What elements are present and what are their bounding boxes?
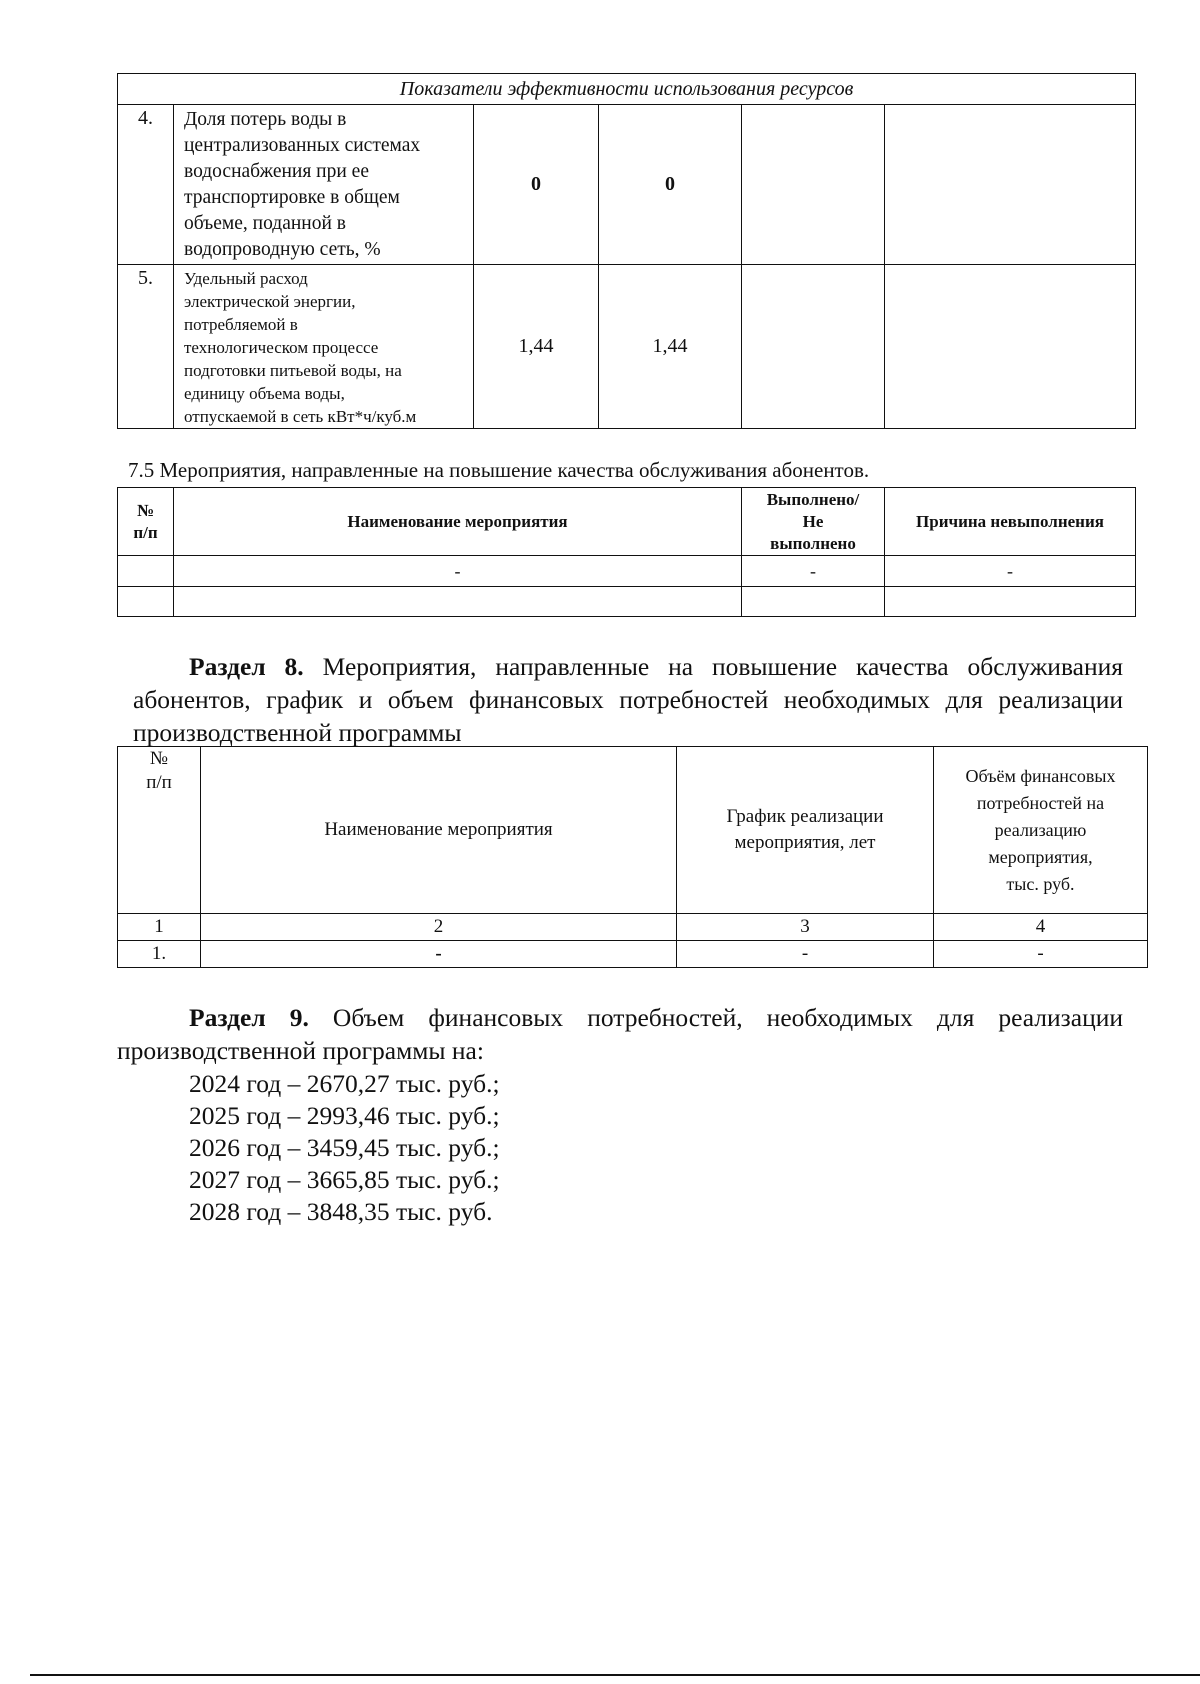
measure-schedule: - <box>677 941 934 968</box>
value-plan: 0 <box>474 105 599 265</box>
table-row <box>118 556 1136 587</box>
column-index: 4 <box>934 914 1148 941</box>
column-header-finance: Объём финансовых потребностей на реализацию мероприятия, тыс. руб. <box>934 747 1148 914</box>
list-item: 2025 год – 2993,46 тыс. руб.; <box>189 1101 500 1130</box>
measure-name: - <box>174 556 742 587</box>
table-row <box>118 914 1148 941</box>
empty-cell <box>742 587 885 617</box>
column-index: 3 <box>677 914 934 941</box>
section-8-label: Раздел 8. <box>189 652 304 681</box>
section-9-label: Раздел 9. <box>189 1003 309 1032</box>
section-7-5-heading: 7.5 Мероприятия, направленные на повышение качества обслуживания абонентов. <box>128 458 870 482</box>
empty-cell <box>174 587 742 617</box>
column-header-number: № п/п <box>118 747 201 914</box>
indicator-name: Доля потерь воды в централизованных системах водоснабжения при ее транспортировке в общем объеме, поданной в водопроводную сеть, % <box>174 105 474 265</box>
row-number: 5. <box>118 265 174 429</box>
column-index: 1 <box>118 914 201 941</box>
row-number: 1. <box>118 941 201 968</box>
column-header-status: Выполнено/ Не выполнено <box>742 488 885 556</box>
list-item: 2028 год – 3848,35 тыс. руб. <box>189 1197 493 1226</box>
list-item: 2024 год – 2670,27 тыс. руб.; <box>189 1069 500 1098</box>
measure-status: - <box>742 556 885 587</box>
table-row <box>118 105 1136 265</box>
financial-needs-table <box>117 746 1148 968</box>
value-plan: 1,44 <box>474 265 599 429</box>
column-header-reason: Причина невыполнения <box>885 488 1136 556</box>
column-index: 2 <box>201 914 677 941</box>
list-item: 2027 год – 3665,85 тыс. руб.; <box>189 1165 500 1194</box>
table-row <box>118 265 1136 429</box>
measure-name: - <box>201 941 677 968</box>
empty-cell <box>118 556 174 587</box>
table-row <box>118 941 1148 968</box>
empty-cell <box>885 587 1136 617</box>
row-number: 4. <box>118 105 174 265</box>
section-8-text: Мероприятия, направленные на повышение качества обслуживания абонентов, график и объем финансовых потребностей необходимых для реализации производственной программы <box>133 652 1123 747</box>
section-9-text: Объем финансовых потребностей, необходимых для реализации производственной программы на: <box>117 1003 1124 1065</box>
column-header-name: Наименование мероприятия <box>201 747 677 914</box>
resource-efficiency-table <box>117 73 1136 429</box>
measure-reason: - <box>885 556 1136 587</box>
column-header-number: № п/п <box>118 488 174 556</box>
yearly-financing-list <box>189 1068 500 1228</box>
table-row <box>118 587 1136 617</box>
empty-cell <box>885 105 1136 265</box>
measures-status-table <box>117 487 1136 617</box>
empty-cell <box>742 265 885 429</box>
page-bottom-rule <box>30 1674 1200 1676</box>
column-header-schedule: График реализации мероприятия, лет <box>677 747 934 914</box>
empty-cell <box>742 105 885 265</box>
value-fact: 1,44 <box>599 265 742 429</box>
column-header-name: Наименование мероприятия <box>174 488 742 556</box>
indicator-name: Удельный расход электрической энергии, потребляемой в технологическом процессе подготовки питьевой воды, на единицу объема воды, отпускаемой в сеть кВт*ч/куб.м <box>174 265 474 429</box>
section-9-paragraph <box>117 1001 1123 1067</box>
measure-finance: - <box>934 941 1148 968</box>
section-8-paragraph <box>133 650 1123 749</box>
value-fact: 0 <box>599 105 742 265</box>
table-title: Показатели эффективности использования ресурсов <box>118 74 1136 105</box>
list-item: 2026 год – 3459,45 тыс. руб.; <box>189 1133 500 1162</box>
empty-cell <box>118 587 174 617</box>
empty-cell <box>885 265 1136 429</box>
